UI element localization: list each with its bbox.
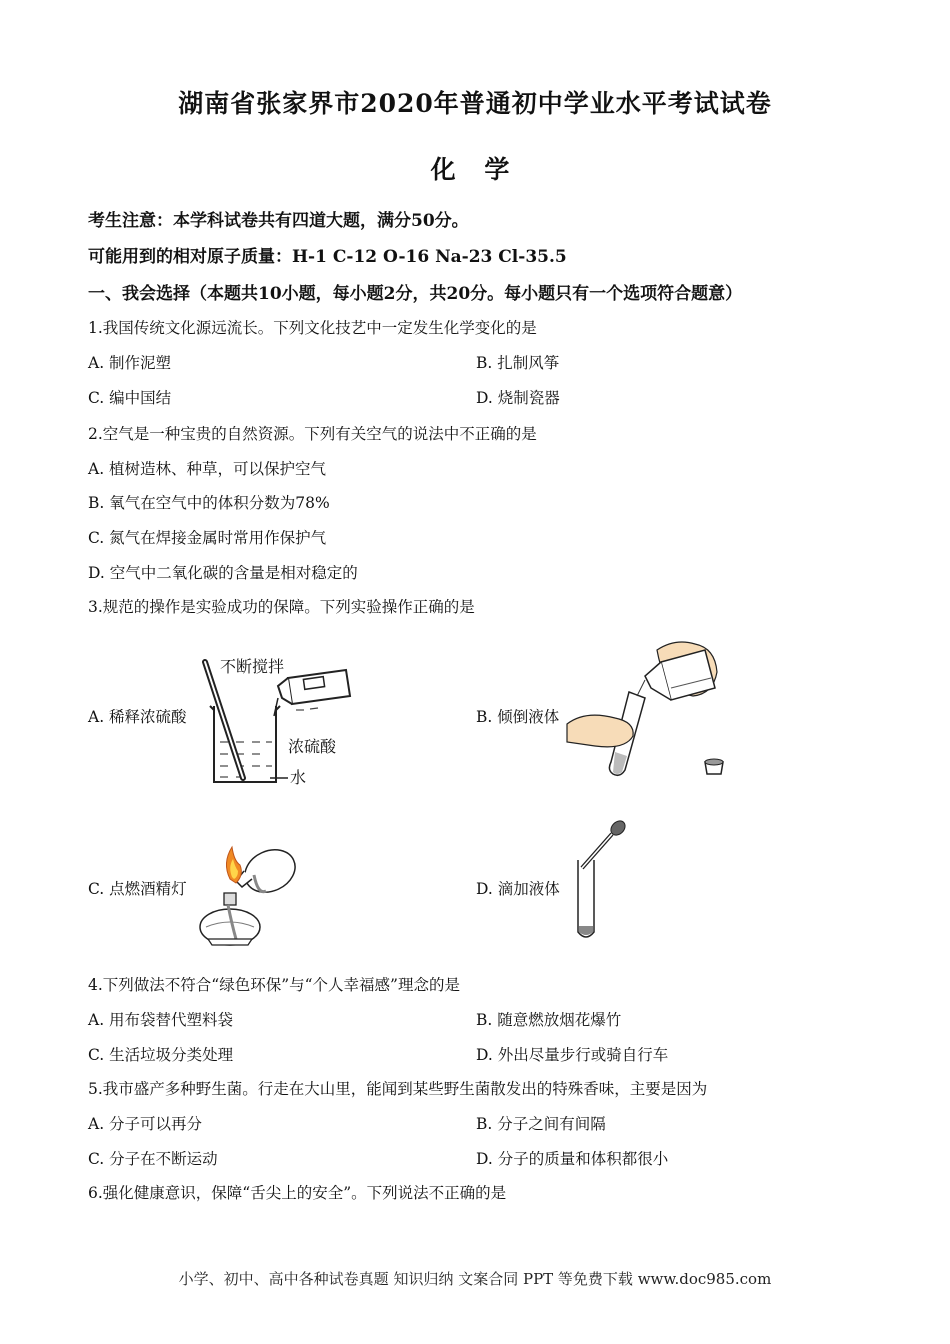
- question-1-stem: 1.我国传统文化源远流长。下列文化技艺中一定发生化学变化的是: [88, 319, 537, 337]
- question-4-option-b: B. 随意燃放烟花爆竹: [476, 1011, 622, 1029]
- page-footer: 小学、初中、高中各种试卷真题 知识归纳 文案合同 PPT 等免费下载 www.doc985.com: [178, 1270, 772, 1288]
- alcohol-lamp-figure: [188, 835, 308, 950]
- question-3-stem: 3.规范的操作是实验成功的保障。下列实验操作正确的是: [88, 598, 475, 616]
- dropper-figure: [568, 820, 638, 945]
- question-1-option-d: D. 烧制瓷器: [476, 389, 560, 407]
- stir-label: 不断搅拌: [220, 657, 285, 676]
- question-4-stem: 4.下列做法不符合“绿色环保”与“个人幸福感”理念的是: [88, 976, 460, 994]
- dilute-acid-figure: [200, 650, 360, 790]
- question-1-option-b: B. 扎制风筝: [476, 354, 560, 372]
- notice: 考生注意：本学科试卷共有四道大题，满分50分。: [88, 211, 469, 231]
- question-5-option-b: B. 分子之间有间隔: [476, 1115, 606, 1133]
- question-5-stem: 5.我市盛产多种野生菌。行走在大山里，能闻到某些野生菌散发出的特殊香味，主要是因为: [88, 1080, 708, 1098]
- question-2-option-d: D. 空气中二氧化碳的含量是相对稳定的: [88, 564, 358, 582]
- question-3-option-b: B. 倾倒液体: [476, 708, 560, 726]
- question-2-option-b: B. 氧气在空气中的体积分数为78%: [88, 494, 330, 512]
- atomic-masses: 可能用到的相对原子质量：H-1 C-12 O-16 Na-23 Cl-35.5: [88, 247, 567, 267]
- question-5-option-c: C. 分子在不断运动: [88, 1150, 218, 1168]
- question-3-option-a: A. 稀释浓硫酸: [88, 708, 187, 726]
- pour-liquid-figure: [565, 632, 735, 782]
- section-heading: 一、我会选择（本题共10小题，每小题2分，共20分。每小题只有一个选项符合题意）: [88, 284, 743, 304]
- water-label: 水: [290, 768, 307, 787]
- question-1-option-c: C. 编中国结: [88, 389, 172, 407]
- question-1-option-a: A. 制作泥塑: [88, 354, 172, 372]
- question-2-stem: 2.空气是一种宝贵的自然资源。下列有关空气的说法中不正确的是: [88, 425, 537, 443]
- question-4-option-a: A. 用布袋替代塑料袋: [88, 1011, 234, 1029]
- question-4-option-d: D. 外出尽量步行或骑自行车: [476, 1046, 669, 1064]
- page-title: 湖南省张家界市2020年普通初中学业水平考试试卷: [178, 89, 772, 118]
- question-5-option-d: D. 分子的质量和体积都很小: [476, 1150, 669, 1168]
- question-3-option-c: C. 点燃酒精灯: [88, 880, 187, 898]
- question-4-option-c: C. 生活垃圾分类处理: [88, 1046, 234, 1064]
- subject-title: 化 学: [430, 155, 520, 184]
- question-6-stem: 6.强化健康意识，保障“舌尖上的安全”。下列说法不正确的是: [88, 1184, 507, 1202]
- question-5-option-a: A. 分子可以再分: [88, 1115, 203, 1133]
- question-3-option-d: D. 滴加液体: [476, 880, 560, 898]
- question-2-option-a: A. 植树造林、种草，可以保护空气: [88, 460, 327, 478]
- acid-label: 浓硫酸: [288, 737, 337, 756]
- question-2-option-c: C. 氮气在焊接金属时常用作保护气: [88, 529, 327, 547]
